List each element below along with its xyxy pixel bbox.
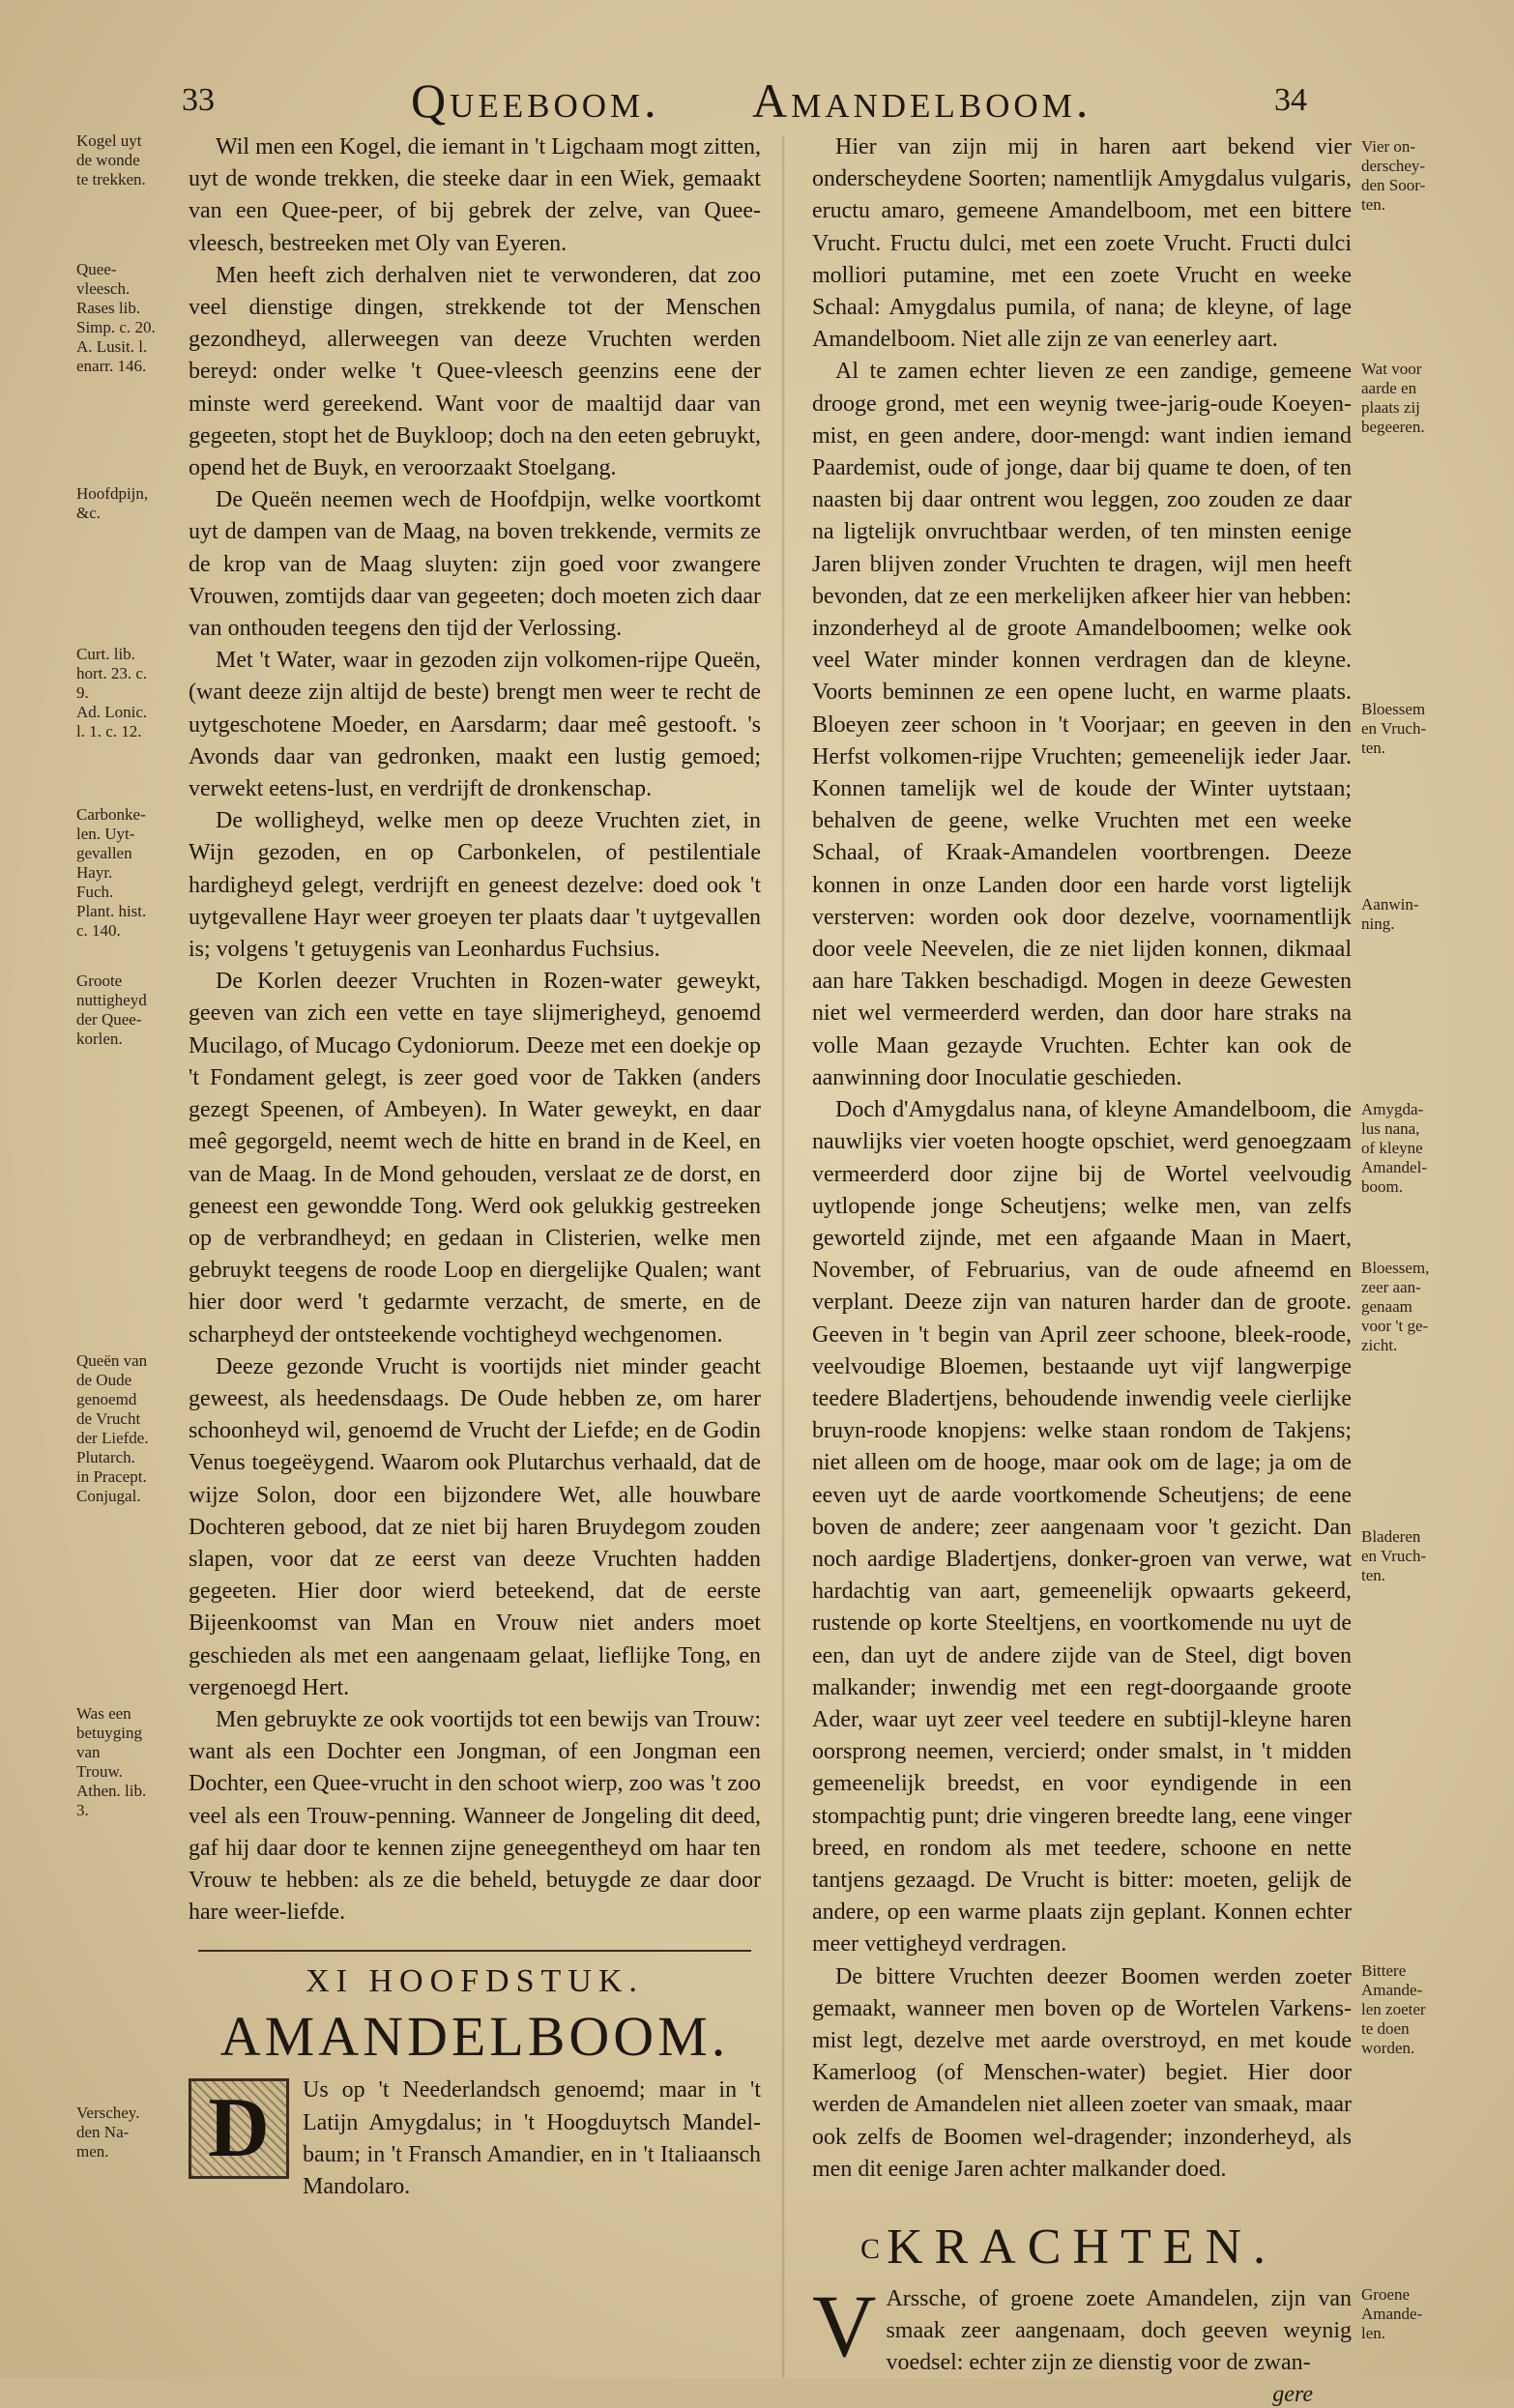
paragraph: Men heeft zich derhalven niet te verwonderen, dat zoo veel dienstige dingen, strekkende tot der Menschen gezondheyd, allerweegen van deeze Vruchten werden bereyd: onder welke 't Quee-vleesch geenzins eene der minste werd gereekend. Want voor de maaltijd daar van gegeeten, stopt het de Buykloop; doch na den eeten gebruykt, opend het de Buyk, en veroorzaakt Stoelgang. bbox=[189, 262, 761, 481]
paragraph-block bbox=[76, 259, 761, 484]
paragraph-block bbox=[76, 645, 761, 805]
margin-note: Hoofdpijn, &c. bbox=[76, 484, 149, 523]
krachten-intro bbox=[812, 2277, 1423, 2380]
chapter-intro bbox=[76, 2074, 761, 2203]
paragraph: Doch d'Amygdalus nana, of kleyne Amandelboom, die nauwlijks vier voeten hoogte opschiet, werd genoegzaam vermeerderd door zijne bij de Wortel veelvoudig uytlopende jonge Scheutjens; welke men, van zelfs geworteld zijnde, met een afgaande Maan in Maert, November, of Februarius, van de oude afneemd en verplant. Deeze zijn van naturen harder dan de groote. Geeven in 't begin van April zeer schoone, bleek-roode, veelvoudige Bloemen, bestaande uyt vijf langwerpige teedere Bladertjens, behoudende inwendig veele cierlijke bruyn-roode knopjens: welke staan rondom de Takjens; niet alleen om de hooge, maar ook om de lage; ja om de eeven uyt de aarde voortkomende Scheutjens; de eene boven de andere; zeer aangenaam voor 't gezicht. Dan noch aardige Bladertjens, donker-groen van verwe, wat hardachtig van aart, gemeenelijk opwaarts gekeerd, rustende op korte Steeltjens, en voortkomende nu uyt de een, dan uyt de andere zijde van de Steel, digt boven malkander; inwendig met een regt-doorgaande groote Ader, waar uyt zeer veel teedere en subtijl-kleyne haren oorsprong neemen, vercierd; onder smalst, in 't midden gemeenelijk breedst, en voor eyndigende in een stompachtig punt; drie vingeren breedte lang, eene vinger breed, en rondom als met teedere, schoone en nette tantjens gezaagd. De Vrucht is bitter: moeten, gelijk de andere, op een warme plaats zijn geplant. Konnen echter meer vettigheyd verdragen. bbox=[812, 1097, 1352, 1958]
paragraph-block bbox=[812, 356, 1427, 1094]
paragraph-block bbox=[812, 131, 1426, 356]
margin-note: Curt. lib. hort. 23. c. 9. Ad. Lonic. l. 1. c. 12. bbox=[76, 645, 148, 741]
signature-mark: C bbox=[860, 2233, 881, 2265]
paragraph-block bbox=[76, 966, 761, 1350]
large-initial: V bbox=[812, 2277, 877, 2375]
paragraph: Met 't Water, waar in gezoden zijn volkomen-rijpe Queën, (want deeze zijn altijd de beste) brengt men weer te recht de uytgeschotene Moeder, en Aarsdarm; daar meê gestooft. 's Avonds daar van gedronken, maakt een lustig gemoed; verwekt eetens-lust, en verdrijft de dronkenschap. bbox=[189, 648, 761, 802]
chapter-title: AMANDELBOOM. bbox=[219, 2005, 730, 2069]
paragraph: Deeze gezonde Vrucht is voortijds niet minder geacht geweest, als heedensdaags. De Oude hebben ze, om harer schoonheyd wil, genoemd de Vrucht der Liefde; en de Godin Venus toegeëygend. Waarom ook Plutarchus verhaald, dat de wijze Solon, door een bijzondere Wet, alle houwbare Dochteren gebood, dat ze niet bij haren Bruydegom zouden slapen, voor dat ze eerst van deeze Vruchten hadden gegeeten. Hier door wierd beteekend, dat de eerste Bijeenkoomst van Man en Vrouw niet anders moet geschieden als met een aangenaam gelaat, lieflijke Tong, en vergenoegd Hert. bbox=[189, 1353, 761, 1700]
ornamental-initial: D bbox=[189, 2078, 289, 2179]
margin-note: Carbonke- len. Uyt- gevallen Hayr. Fuch. Plant. hist. c. 140. bbox=[76, 805, 147, 941]
left-column bbox=[76, 131, 761, 2203]
margin-note: Groote nuttigheyd der Quee- korlen. bbox=[76, 972, 147, 1049]
margin-note: Bittere Amande- len zoeter te doen worden. bbox=[1361, 1960, 1426, 2057]
paragraph-block bbox=[76, 1703, 761, 1929]
paragraph: Men gebruykte ze ook voortijds tot een bewijs van Trouw: want als een Dochter een Jongman, of een Jongman een Dochter, een Quee-vrucht in den schoot wierp, zoo was 't zoo veel als een Trouw-penning. Wanneer de Jongeling dit deed, gaf hij daar door te kennen zijne geneegentheyd om haar ten Vrouw te hebben: als ze die beheld, betuygde ze daar door hare weer-liefde. bbox=[189, 1706, 761, 1926]
page-number-right: 34 bbox=[1274, 82, 1307, 118]
paragraph-block bbox=[812, 1094, 1430, 1960]
margin-note: Quee- vleesch. Rases lib. Simp. c. 20. A. Lusit. l. enarr. 146. bbox=[76, 259, 156, 375]
margin-note: Bloessem, zeer aan- genaam voor 't ge- zicht. bbox=[1361, 1259, 1430, 1355]
paragraph-block bbox=[76, 131, 761, 260]
paragraph-block bbox=[76, 484, 761, 645]
paragraph: Us op 't Neederlandsch genoemd; maar in 't Latijn Amygdalus; in 't Hoogduytsch Mandel-baum; in 't Fransch Amandier, en in 't Italiaansch Mandolaro. bbox=[303, 2077, 761, 2199]
paragraph: Hier van zijn mij in haren aart bekend vier onderscheydene Soorten; namentlijk Amygdalus vulgaris, eructu amaro, gemeene Amandelboom, met een bittere Vrucht. Fructu dulci, met een zoete Vrucht. Fructi dulci molliori putamine, met een zoete Vrucht en weeke Schaal: Amygdalus pumila, of nana; de kleyne, of lage Amandelboom. Niet alle zijn ze van eenerley aart. bbox=[812, 134, 1352, 353]
running-head-left: Queeboom. bbox=[411, 73, 660, 128]
paragraph-block bbox=[76, 805, 761, 966]
margin-note: Bloessem en Vruch- ten. bbox=[1361, 700, 1427, 758]
margin-note: Groene Amande- len. bbox=[1361, 2285, 1423, 2342]
running-head-right: Amandelboom. bbox=[752, 73, 1092, 128]
margin-note: Queën van de Oude genoemd de Vrucht der Liefde. Plutarch. in Pracept. Conjugal. bbox=[76, 1350, 149, 1505]
chapter-number: XI HOOFDSTUK. bbox=[306, 1963, 644, 2000]
margin-note: Amygda- lus nana, of kleyne Amandel- boom. bbox=[1361, 1100, 1427, 1197]
paragraph: De Korlen deezer Vruchten in Rozen-water geweykt, geeven van zich een vette en taye slijmerigheyd, genoemd Mucilago, of Mucago Cydoniorum. Deeze met een doekje op 't Fondament gelegt, is zeer goed voor de Takken (anders gezegt Speenen, of Ambeyen). In Water geweykt, en daar meê gegorgeld, neemt wech de hitte en brand in de Keel, en van de Maag. In de Mond gehouden, verslaat ze de dorst, en geneest een gewondde Tong. Werd ook gelukkig gestreeken op de verbrandheyd; en gedaan in Clisterien, welke men gebruykt teegens de roode Loop en diergelijke Qualen; want hier door werd 't gedarmte verzacht, de smerte, en de scharpheyd der ontsteekende vochtigheyd wechgenomen. bbox=[189, 969, 761, 1348]
section-rule bbox=[198, 1950, 751, 1952]
paragraph-block bbox=[76, 1350, 761, 1704]
page-gutter bbox=[781, 135, 785, 2378]
paragraph-block bbox=[812, 1960, 1426, 2186]
paragraph: Al te zamen echter lieven ze een zandige, gemeene drooge grond, met een weynig twee-jarig-oude Koeyen-mist, en geen andere, door-mengd: want indien iemand Paardemist, oude of jonge, daar bij quame te doen, of ten naasten bij daar ontrent wou leggen, zoo zouden ze daar na ligtelijk onvruchtbaar werden, of ten minsten eenige Jaren blijven zonder Vruchten te dragen, wijl men heeft bevonden, dat ze een merkelijken afkeer hier van hebben: inzonderheyd al de groote Amandelboomen; welke ook veel Water minder konnen verdragen dan de kleyne. Voorts beminnen ze een opene lucht, en warme plaats. Bloeyen zeer schoon in 't Voorjaar; en geeven in den Herfst volkomen-rijpe Vruchten; gemeenelijk ieder Jaar. Konnen tamelijk wel de koude der Winter uytstaan; behalven de geene, welke Vruchten met een weeke Schaal, of Kraak-Amandelen voortbrengen. Deeze konnen in onze Landen door een harde vorst ligtelijk versterven: worden ook door dezelve, voornamentlijk door veele Neevelen, die ze niet lijden konnen, dikmaal aan hare Takken beschadigd. Mogen in deeze Gewesten niet wel vermeerderd werden, dan door hare straks na volle Maan gezayde Vruchten. Echter kan ook de aanwinning door Inoculatie geschieden. bbox=[812, 359, 1352, 1090]
margin-note: Aanwin- ning. bbox=[1361, 895, 1419, 934]
margin-note: Kogel uyt de wonde te trekken. bbox=[76, 131, 146, 189]
catchword: gere bbox=[1272, 2381, 1313, 2407]
margin-note: Verschey. den Na- men. bbox=[76, 2103, 140, 2161]
margin-note: Was een betuyging van Trouw. Athen. lib. 3. bbox=[76, 1703, 147, 1819]
paragraph: Arssche, of groene zoete Amandelen, zijn van smaak zeer aangenaam, doch geeven weynig voedsel: echter zijn ze dienstig voor de zwan- bbox=[886, 2286, 1352, 2376]
paragraph: De wolligheyd, welke men op deeze Vruchten ziet, in Wijn gezoden, en op Carbonkelen, of pestilentiale hardigheyd gelegt, verdrijft en geneest dezelve: doed ook 't uytgevallene Hayr weer groeyen ter plaats daar 't uytgevallen is; volgens 't getuygenis van Leonhardus Fuchsius. bbox=[189, 808, 761, 963]
section-title: KRACHTEN. bbox=[886, 2219, 1278, 2275]
page-number-left: 33 bbox=[182, 82, 215, 118]
paragraph: De Queën neemen wech de Hoofdpijn, welke voortkomt uyt de dampen van de Maag, na boven trekkende, vermits ze de krop van de Maag sluyten: zijn goed voor zwangere Vrouwen, zomtijds daar van gegeeten; doch moeten zich daar van onthouden teegens den tijd der Verlossing. bbox=[189, 487, 761, 642]
margin-note: Vier on- derschey- den Soor- ten. bbox=[1361, 137, 1426, 214]
paragraph: De bittere Vruchten deezer Boomen werden zoeter gemaakt, wanneer men boven op de Wortelen Varkens-mist legt, dezelve met aarde overstroyd, en met koude Kamerloog (of Menschen-water) begiet. Hier door werden de Amandelen niet alleen zoeter van smaak, maar ook zelfs de Boomen wel-dragender; inzonderheyd, als men dit eenige Jaren achter malkander doed. bbox=[812, 1963, 1352, 2182]
paragraph: Wil men een Kogel, die iemant in 't Ligchaam mogt zitten, uyt de wonde trekken, die steeke daar in een Wiek, gemaakt van een Quee-peer, of bij gebrek der zelve, van Quee-vleesch, bestreeken met Oly van Eyeren. bbox=[189, 134, 761, 256]
margin-note: Wat voor aarde en plaats zij begeeren. bbox=[1361, 360, 1425, 437]
margin-note: Bladeren en Vruch- ten. bbox=[1361, 1527, 1427, 1585]
right-column bbox=[812, 131, 1430, 2408]
